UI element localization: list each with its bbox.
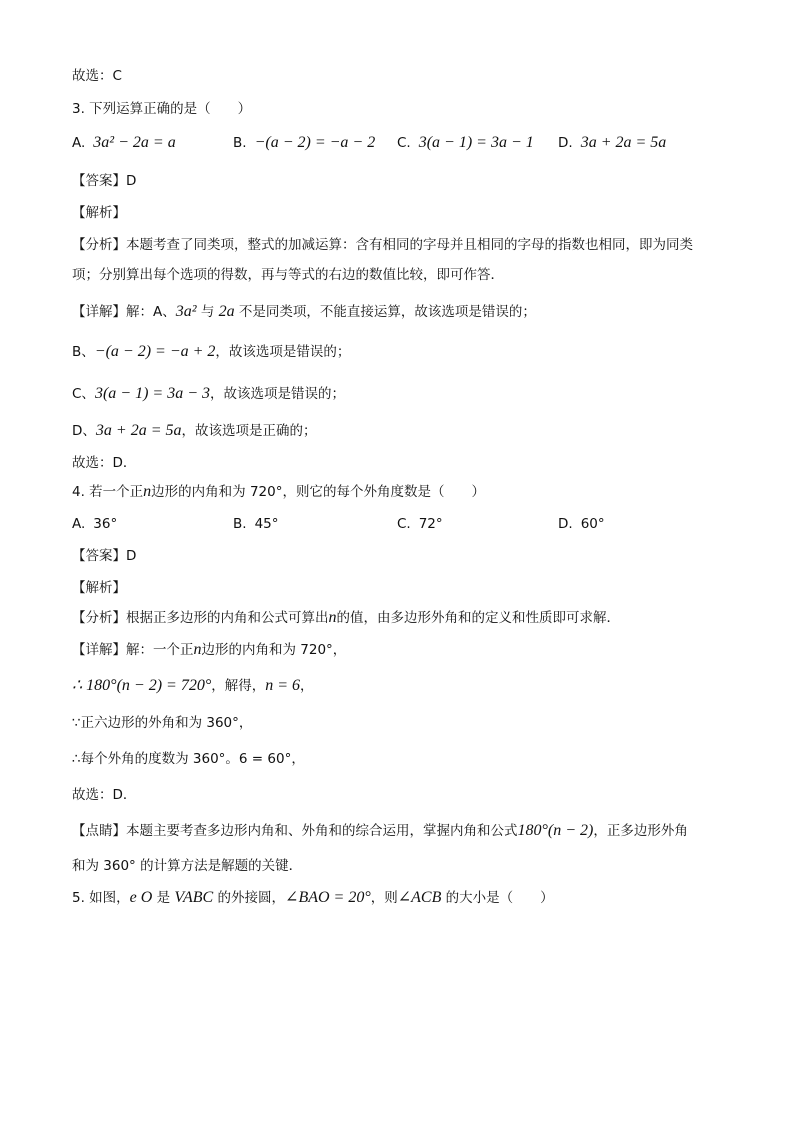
q3-option-b: B. −(a − 2) = −a − 2 (233, 134, 376, 151)
q4-option-a: A. 36° (72, 516, 118, 532)
q3-stem: 3. 下列运算正确的是（ ） (72, 101, 252, 117)
q4-analysis-heading: 【解析】 (72, 580, 126, 596)
q4-stem: 4. 若一个正n边形的内角和为 720°，则它的每个外角度数是（ ） (72, 483, 485, 500)
q3-analysis-line2: 项；分别算出每个选项的得数，再与等式的右边的数值比较，即可作答． (72, 267, 504, 283)
q3-option-a: A. 3a² − 2a = a (72, 134, 176, 151)
q2-conclusion: 故选：C (72, 68, 122, 84)
q3-analysis-heading: 【解析】 (72, 205, 126, 221)
q3-option-d: D. 3a + 2a = 5a (558, 134, 667, 151)
q3-detail-c: C、3(a − 1) = 3a − 3，故该选项是错误的； (72, 385, 345, 402)
q4-option-b: B. 45° (233, 516, 279, 532)
q4-comment-line2: 和为 360° 的计算方法是解题的关键． (72, 858, 303, 874)
q4-step-3: ∴每个外角的度数为 360°。6 = 60°， (72, 751, 305, 767)
q4-comment-line1: 【点睛】本题主要考查多边形内角和、外角和的综合运用，掌握内角和公式180°(n − 2)，正多边形外角 (72, 822, 688, 839)
q4-answer: 【答案】D (72, 548, 137, 564)
q4-detail: 【详解】解：一个正n边形的内角和为 720°， (72, 641, 347, 658)
q3-conclusion: 故选：D． (72, 455, 137, 471)
q4-step-1: ∴ 180°(n − 2) = 720°，解得，n = 6， (72, 677, 314, 694)
q3-detail-b: B、−(a − 2) = −a + 2，故该选项是错误的； (72, 343, 351, 360)
q3-option-c: C. 3(a − 1) = 3a − 1 (397, 134, 534, 151)
q4-analysis: 【分析】根据正多边形的内角和公式可算出n的值，由多边形外角和的定义和性质即可求解． (72, 609, 620, 626)
q3-detail-a: 【详解】解：A、3a² 与 2a 不是同类项，不能直接运算，故该选项是错误的； (72, 303, 536, 320)
q4-step-2: ∵正六边形的外角和为 360°， (72, 715, 253, 731)
q4-option-d: D. 60° (558, 516, 605, 532)
q4-conclusion: 故选：D． (72, 787, 137, 803)
q4-option-c: C. 72° (397, 516, 443, 532)
q3-answer: 【答案】D (72, 173, 137, 189)
q5-stem: 5. 如图，e O 是 VABC 的外接圆，∠BAO = 20°，则∠ACB 的大小是（ ） (72, 889, 554, 906)
q3-detail-d: D、3a + 2a = 5a，故该选项是正确的； (72, 422, 317, 439)
q3-analysis-line1: 【分析】本题考查了同类项，整式的加减运算：含有相同的字母并且相同的字母的指数也相同，即为同类 (72, 237, 693, 253)
